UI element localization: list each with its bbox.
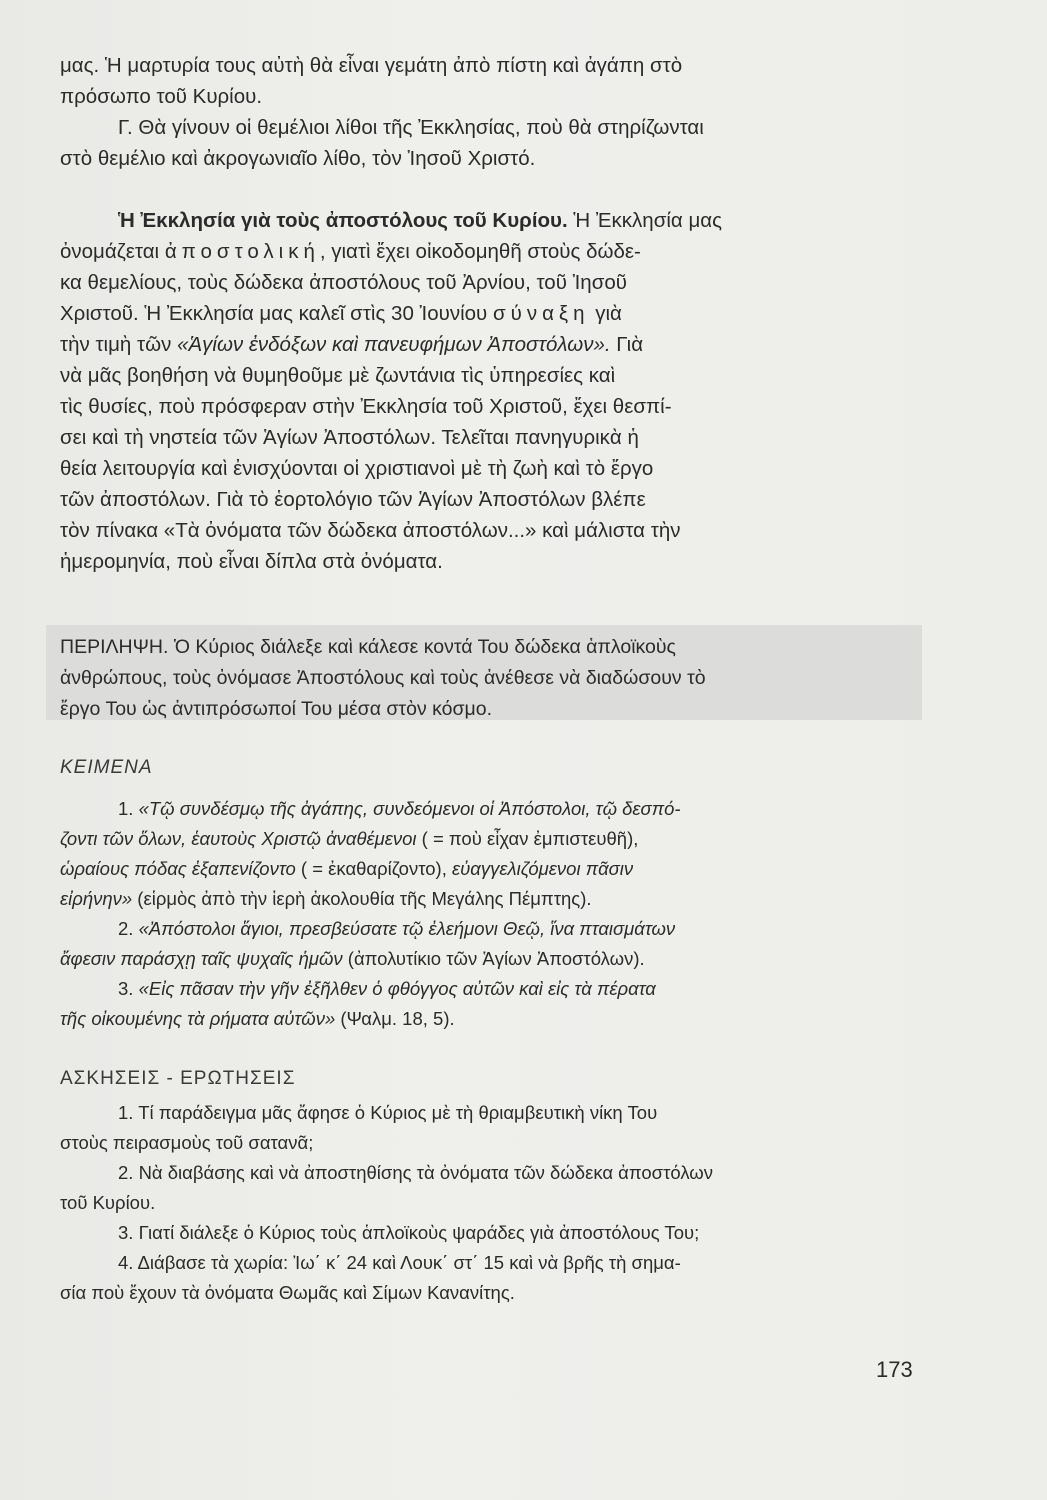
paragraph-text: Γιὰ: [610, 333, 644, 356]
paragraph-line: σει καὶ τὴ νηστεία τῶν Ἁγίων Ἀποστόλων. Τελεῖται πανηγυρικὰ ἡ: [60, 426, 639, 449]
source-text: (Ψαλμ. 18, 5).: [335, 1008, 455, 1029]
text-item-3: [60, 974, 918, 1004]
section-heading: Ἡ Ἐκκλησία γιὰ τοὺς ἀποστόλους τοῦ Κυρίου.: [118, 209, 568, 232]
paragraph-text: Ἡ Ἐκκλησία μας: [567, 209, 722, 232]
paragraph-line: τὶς θυσίες, ποὺ πρόσφεραν στὴν Ἐκκλησία τοῦ Χριστοῦ, ἔχει θεσπί-: [60, 395, 672, 418]
question-2: 2. Νὰ διαβάσης καὶ νὰ ἀποστηθίσης τὰ ὀνόματα τῶν δώδεκα ἀποστόλων: [118, 1162, 713, 1183]
paragraph-line: [60, 236, 918, 267]
spaced-term-apostolic: ἀποστολική: [164, 240, 320, 263]
paragraph-line: θεία λειτουργία καὶ ἐνισχύονται οἱ χριστιανοὶ μὲ τὴ ζωὴ καὶ τὸ ἔργο: [60, 457, 654, 480]
text-item-2: [60, 914, 918, 944]
church-apostles-section: [60, 205, 918, 577]
exercises-section-title: ΑΣΚΗΣΕΙΣ - ΕΡΩΤΗΣΕΙΣ: [60, 1068, 296, 1089]
page-number: 173: [876, 1357, 913, 1382]
question-1-cont: στοὺς πειρασμοὺς τοῦ σατανᾶ;: [60, 1132, 314, 1153]
paragraph-line: νὰ μᾶς βοηθήση νὰ θυμηθοῦμε μὲ ζωντάνια τὶς ὑπηρεσίες καὶ: [60, 364, 616, 387]
item-number: 2.: [118, 918, 139, 939]
text-item-2-cont: [60, 944, 918, 974]
question-4: 4. Διάβασε τὰ χωρία: Ἰω΄ κ΄ 24 καὶ Λουκ΄ στ΄ 15 καὶ νὰ βρῆς τὴ σημα-: [118, 1252, 681, 1273]
quote-text: «Τῷ συνδέσμῳ τῆς ἀγάπης, συνδεόμενοι οἱ Ἀπόστολοι, τῷ δεσπό-: [138, 798, 681, 819]
paragraph-line: [60, 329, 918, 360]
paragraph-line: ἡμερομηνία, ποὺ εἶναι δίπλα στὰ ὀνόματα.: [60, 550, 443, 573]
summary-paragraph: [60, 632, 918, 725]
quote-text: εἰρήνην»: [60, 888, 133, 909]
point-g-line: στὸ θεμέλιο καὶ ἀκρογωνιαῖο λίθο, τὸν Ἰησοῦ Χριστό.: [60, 147, 536, 170]
text-item-3-cont: [60, 1004, 918, 1034]
text-item-1-cont: [60, 854, 918, 884]
texts-section-title: ΚΕΙΜΕΝΑ: [60, 757, 153, 778]
quote-text: «Ἀπόστολοι ἅγιοι, πρεσβεύσατε τῷ ἐλεήμονι Θεῷ, ἵνα πταισμάτων: [138, 918, 676, 939]
question-2-cont: τοῦ Κυρίου.: [60, 1192, 156, 1213]
paragraph-text: τὴν τιμὴ τῶν: [60, 333, 178, 356]
item-number: 1.: [118, 798, 139, 819]
exercises-list: [60, 1098, 918, 1308]
paragraph-text: , γιατὶ ἔχει οἰκοδομηθῆ στοὺς δώδε-: [319, 240, 641, 263]
quote-text: «Εἰς πᾶσαν τὴν γῆν ἐξῆλθεν ὁ φθόγγος αὐτῶν καὶ εἰς τὰ πέρατα: [138, 978, 656, 999]
texts-list: [60, 794, 918, 1034]
quote-text: ὡραίους πόδας ἐξαπενίζοντο: [60, 858, 296, 879]
quote-text: ἄφεσιν παράσχῃ ταῖς ψυχαῖς ἡμῶν: [60, 948, 343, 969]
quote-text: τῆς οἰκουμένης τὰ ρήματα αὐτῶν»: [60, 1008, 336, 1029]
paragraph-text: ὀνομάζεται: [60, 240, 165, 263]
summary-line: ΠΕΡΙΛΗΨΗ. Ὁ Κύριος διάλεξε καὶ κάλεσε κοντά Του δώδεκα ἁπλοϊκοὺς: [60, 636, 676, 658]
paragraph-line: κα θεμελίους, τοὺς δώδεκα ἀποστόλους τοῦ Ἀρνίου, τοῦ Ἰησοῦ: [60, 271, 627, 294]
gloss-text: ( = ποὺ εἶχαν ἐμπιστευθῆ),: [416, 828, 639, 849]
item-number: 3.: [118, 978, 139, 999]
paragraph-text: γιὰ: [589, 302, 622, 325]
text-item-1-cont: [60, 824, 918, 854]
paragraph-line: [60, 298, 918, 329]
paragraph-text: Χριστοῦ. Ἡ Ἐκκλησία μας καλεῖ στὶς 30 Ἰουνίου: [60, 302, 493, 325]
gloss-text: ( = ἐκαθαρίζοντο),: [295, 858, 452, 879]
feast-name-quote: «Ἁγίων ἐνδόξων καὶ πανευφήμων Ἀποστόλων».: [177, 333, 611, 356]
text-item-1: [60, 794, 918, 824]
summary-line: ἀνθρώπους, τοὺς ὀνόμασε Ἀποστόλους καὶ τοὺς ἀνέθεσε νὰ διαδώσουν τὸ: [60, 667, 706, 689]
intro-line: μας. Ἡ μαρτυρία τους αὐτὴ θὰ εἶναι γεμάτη ἀπὸ πίστη καὶ ἀγάπη στὸ: [60, 54, 683, 77]
text-item-1-cont: [60, 884, 918, 914]
point-g-line: Γ. Θὰ γίνουν οἱ θεμέλιοι λίθοι τῆς Ἐκκλησίας, ποὺ θὰ στηρίζωνται: [118, 116, 704, 139]
quote-text: εὐαγγελιζόμενοι πᾶσιν: [452, 858, 634, 879]
source-text: (ἀπολυτίκιο τῶν Ἁγίων Ἀποστόλων).: [342, 948, 645, 969]
intro-line: πρόσωπο τοῦ Κυρίου.: [60, 85, 263, 108]
intro-paragraph: [60, 50, 918, 174]
paragraph-line: τῶν ἀποστόλων. Γιὰ τὸ ἑορτολόγιο τῶν Ἁγίων Ἀποστόλων βλέπε: [60, 488, 646, 511]
quote-text: ζοντι τῶν ὅλων, ἑαυτοὺς Χριστῷ ἀναθέμενοι: [60, 828, 417, 849]
section-first-line: [60, 205, 918, 236]
question-4-cont: σία ποὺ ἔχουν τὰ ὀνόματα Θωμᾶς καὶ Σίμων Κανανίτης.: [60, 1282, 515, 1303]
question-3: 3. Γιατί διάλεξε ὁ Κύριος τοὺς ἁπλοϊκοὺς ψαράδες γιὰ ἀποστόλους Του;: [118, 1222, 700, 1243]
source-text: (εἱρμὸς ἀπὸ τὴν ἱερὴ ἀκολουθία τῆς Μεγάλης Πέμπτης).: [132, 888, 592, 909]
paragraph-line: τὸν πίνακα «Τὰ ὀνόματα τῶν δώδεκα ἀποστόλων...» καὶ μάλιστα τὴν: [60, 519, 681, 542]
question-1: 1. Τί παράδειγμα μᾶς ἄφησε ὁ Κύριος μὲ τὴ θριαμβευτικὴ νίκη Του: [118, 1102, 658, 1123]
spaced-term-synaxis: σύναξη: [492, 302, 590, 325]
summary-line: ἔργο Του ὡς ἀντιπρόσωποί Του μέσα στὸν κόσμο.: [60, 698, 493, 720]
